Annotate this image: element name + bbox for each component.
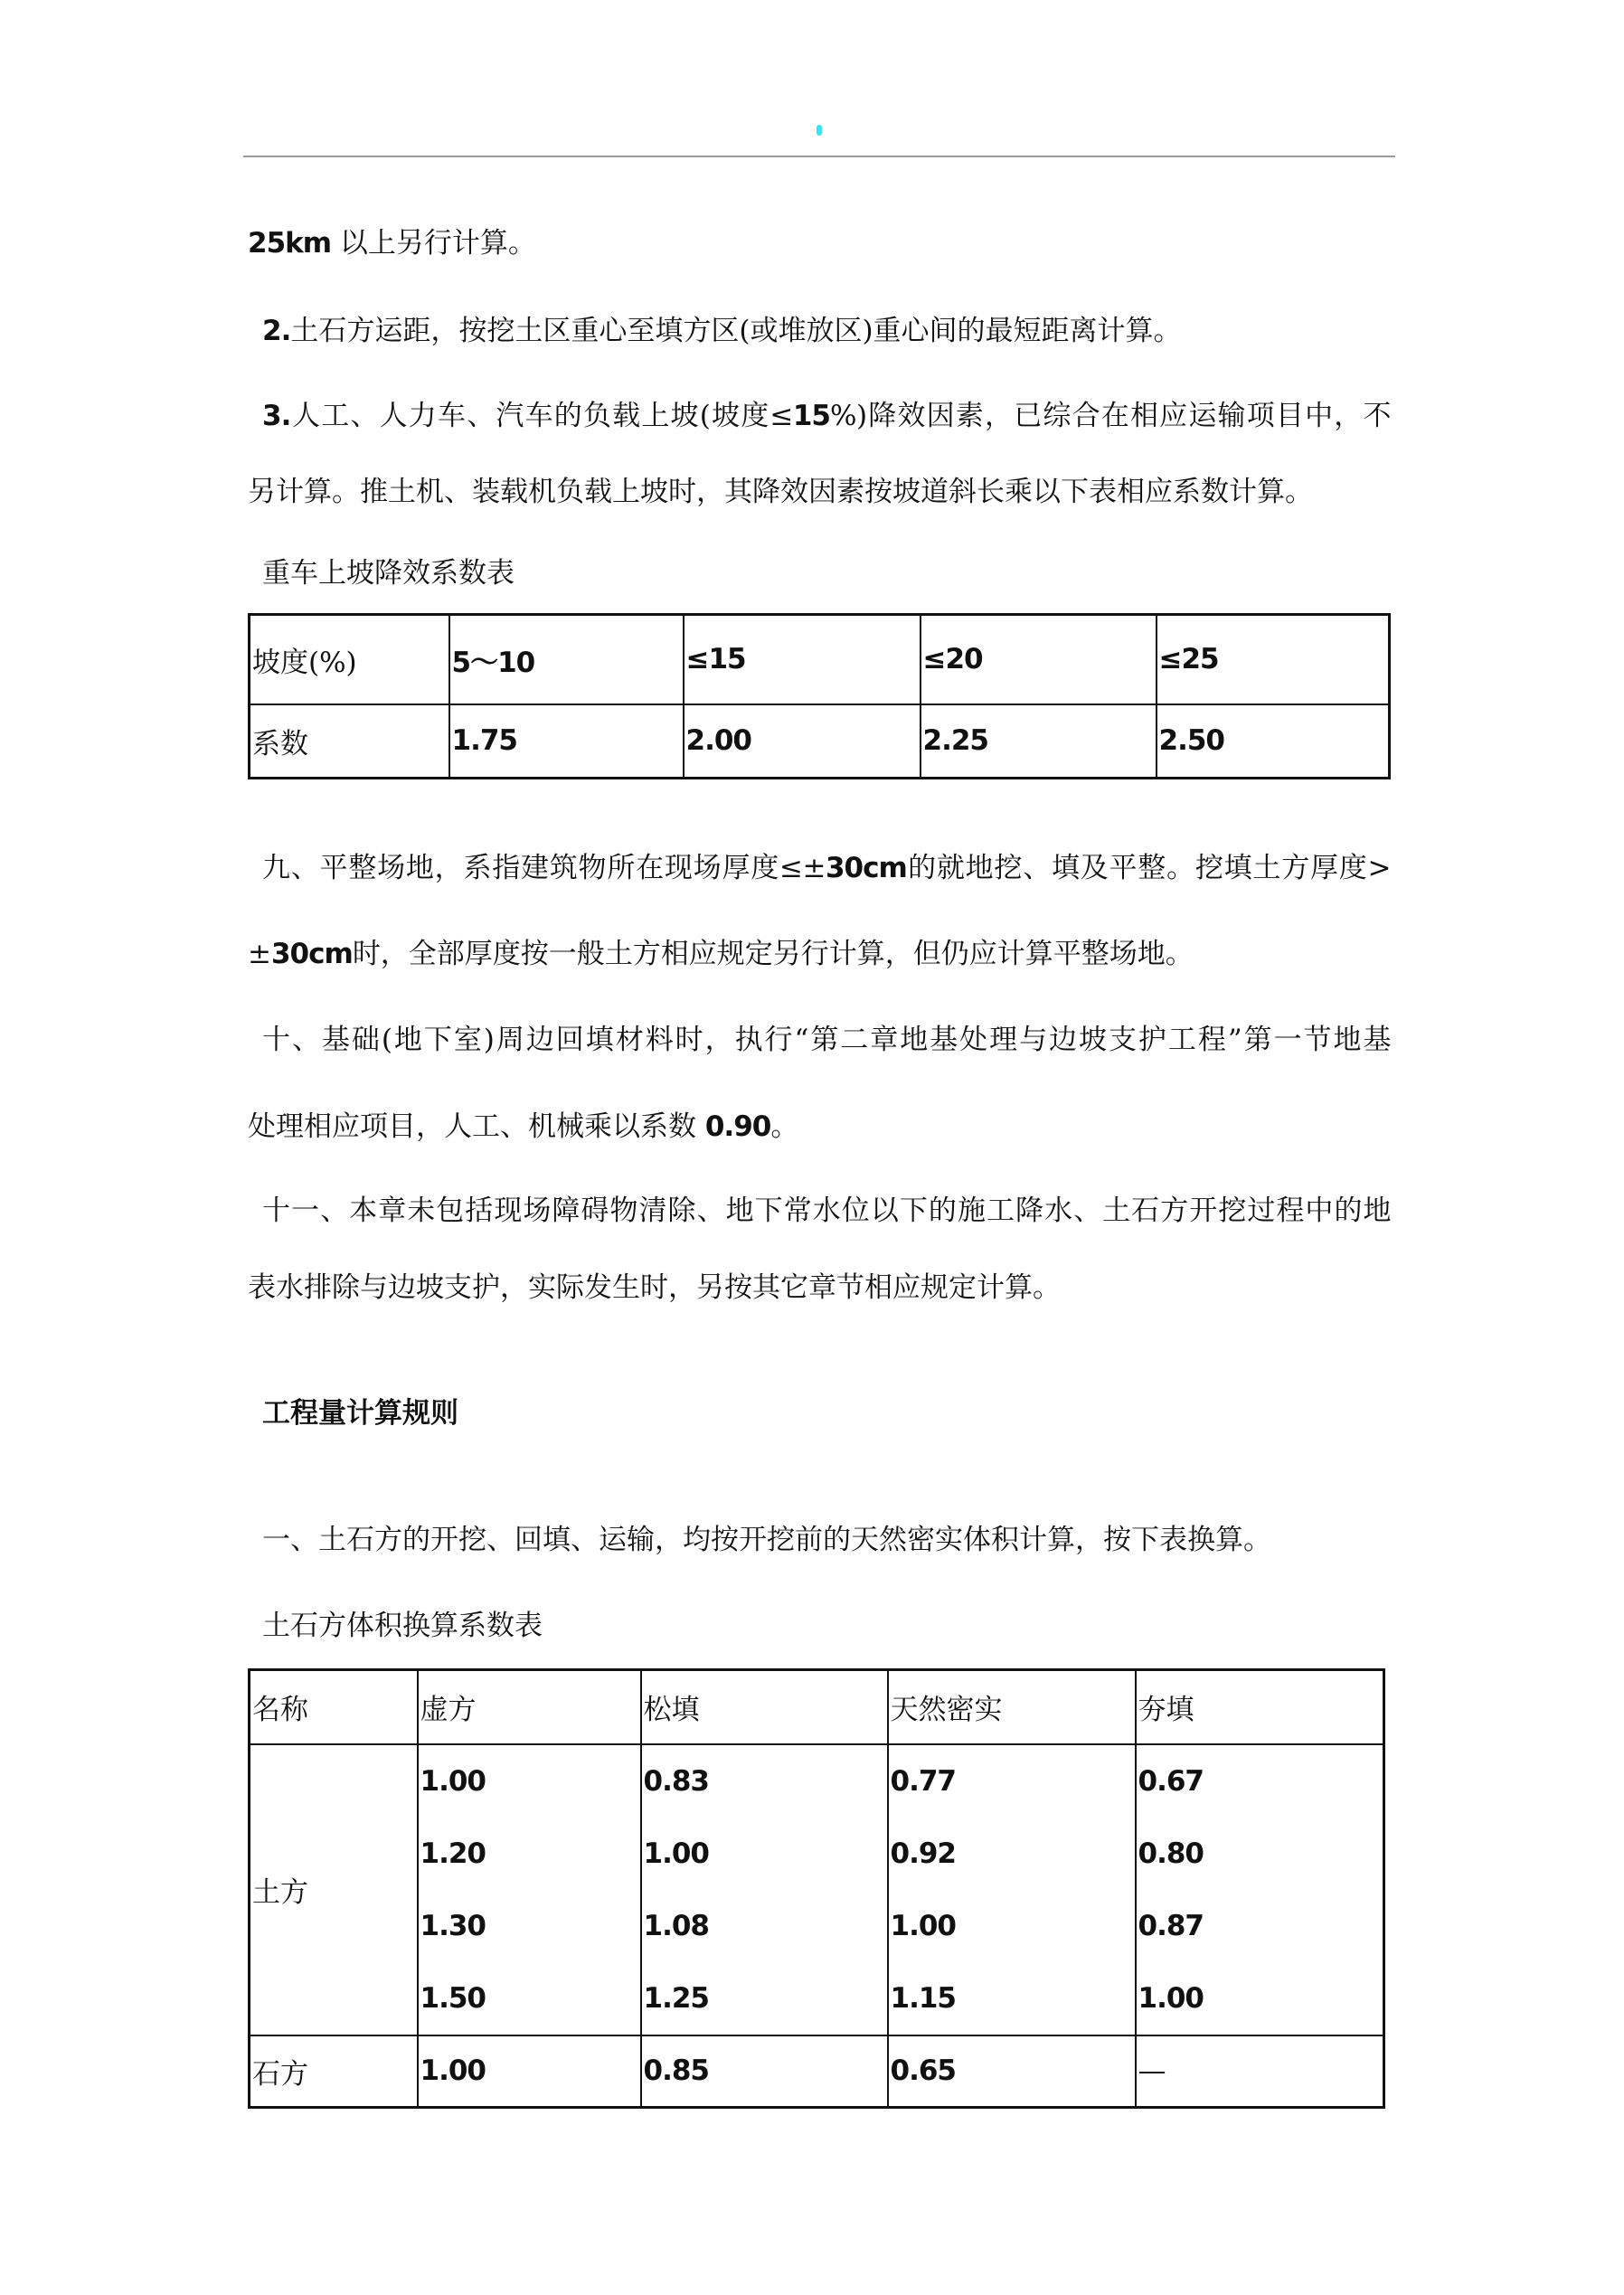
cell: 2.50 (1157, 704, 1390, 779)
table-header-row (250, 1670, 1384, 1744)
text: 九、平整场地，系指建筑物所在现场厚度≤± (262, 852, 826, 884)
paragraph-line: 十一、本章未包括现场障碍物清除、地下常水位以下的施工降水、土石方开挖过程中的地 (262, 1195, 1391, 1227)
cell: 0.83 1.00 1.08 1.25 (641, 1744, 888, 2035)
paragraph-line (248, 313, 1391, 349)
text: 以上另行计算。 (331, 227, 536, 260)
num: 30cm (825, 852, 907, 884)
header-cell: 名称 (250, 1670, 418, 1744)
paragraph-line: 十、基础(地下室)周边回填材料时，执行“第二章地基处理与边坡支护工程”第一节地基 (262, 1024, 1391, 1056)
num: 0.90 (704, 1110, 771, 1143)
text: %)降效因素，已综合在相应运输项目中，不 (830, 400, 1391, 432)
text: 处理相应项目，人工、机械乘以系数 (248, 1110, 705, 1143)
cell: 2.25 (921, 704, 1157, 779)
table-title: 土石方体积换算系数表 (262, 1610, 543, 1642)
row-label: 石方 (250, 2035, 418, 2108)
text: 。 (770, 1110, 799, 1143)
table-row (250, 615, 1390, 704)
header-cell: 松填 (641, 1670, 888, 1744)
cell: ≤15 (684, 615, 921, 704)
text: 土石方运距，按挖土区重心至填方区(或堆放区)重心间的最短距离计算。 (290, 315, 1182, 347)
text: ± (248, 938, 271, 970)
volume-conversion-table (248, 1668, 1385, 2109)
cell: ≤25 (1157, 615, 1390, 704)
cell: 1.00 (418, 2035, 641, 2108)
cell: 0.77 0.92 1.00 1.15 (888, 1744, 1136, 2035)
cell: 0.85 (641, 2035, 888, 2108)
cell: 1.00 1.20 1.30 1.50 (418, 1744, 641, 2035)
table-row (250, 1744, 1384, 2035)
header-cell: 天然密实 (888, 1670, 1136, 1744)
cell: 系数 (250, 704, 449, 779)
text: 的就地挖、填及平整。挖填土方厚度> (906, 852, 1391, 884)
cell: 0.65 (888, 2035, 1136, 2108)
row-label: 土方 (250, 1744, 418, 2035)
paragraph-line: 另计算。推土机、装载机负载上坡时，其降效因素按坡道斜长乘以下表相应系数计算。 (248, 476, 1313, 508)
cell: ≤20 (921, 615, 1157, 704)
cell: — (1136, 2035, 1384, 2108)
paragraph-line (248, 850, 1391, 886)
paragraph-line (248, 1109, 1391, 1145)
table-title: 重车上坡降效系数表 (262, 557, 515, 590)
header-cell: 虚方 (418, 1670, 641, 1744)
text: 人工、人力车、汽车的负载上坡(坡度≤ (290, 400, 793, 432)
cell: 2.00 (684, 704, 921, 779)
paragraph-line (248, 936, 1391, 972)
num: 30cm (270, 938, 353, 970)
num: 15 (792, 400, 830, 432)
header-marker (817, 125, 822, 136)
slope-coefficient-table (248, 613, 1391, 779)
num: 25km (248, 227, 332, 260)
table-row (250, 704, 1390, 779)
cell: 5～10 (449, 615, 684, 704)
paragraph-line (248, 398, 1391, 434)
header-rule (243, 156, 1395, 157)
paragraph-line: 一、土石方的开挖、回填、运输，均按开挖前的天然密实体积计算，按下表换算。 (262, 1524, 1271, 1556)
section-heading: 工程量计算规则 (262, 1397, 458, 1430)
num: 3. (262, 400, 291, 432)
table-row (250, 2035, 1384, 2108)
cell: 坡度(%) (250, 615, 449, 704)
cell: 1.75 (449, 704, 684, 779)
header-cell: 夯填 (1136, 1670, 1384, 1744)
paragraph-line (248, 225, 1391, 261)
num: 2. (262, 315, 291, 347)
cell: 0.67 0.80 0.87 1.00 (1136, 1744, 1384, 2035)
paragraph-line: 表水排除与边坡支护，实际发生时，另按其它章节相应规定计算。 (248, 1271, 1061, 1304)
text: 时，全部厚度按一般土方相应规定另行计算，但仍应计算平整场地。 (352, 938, 1194, 970)
